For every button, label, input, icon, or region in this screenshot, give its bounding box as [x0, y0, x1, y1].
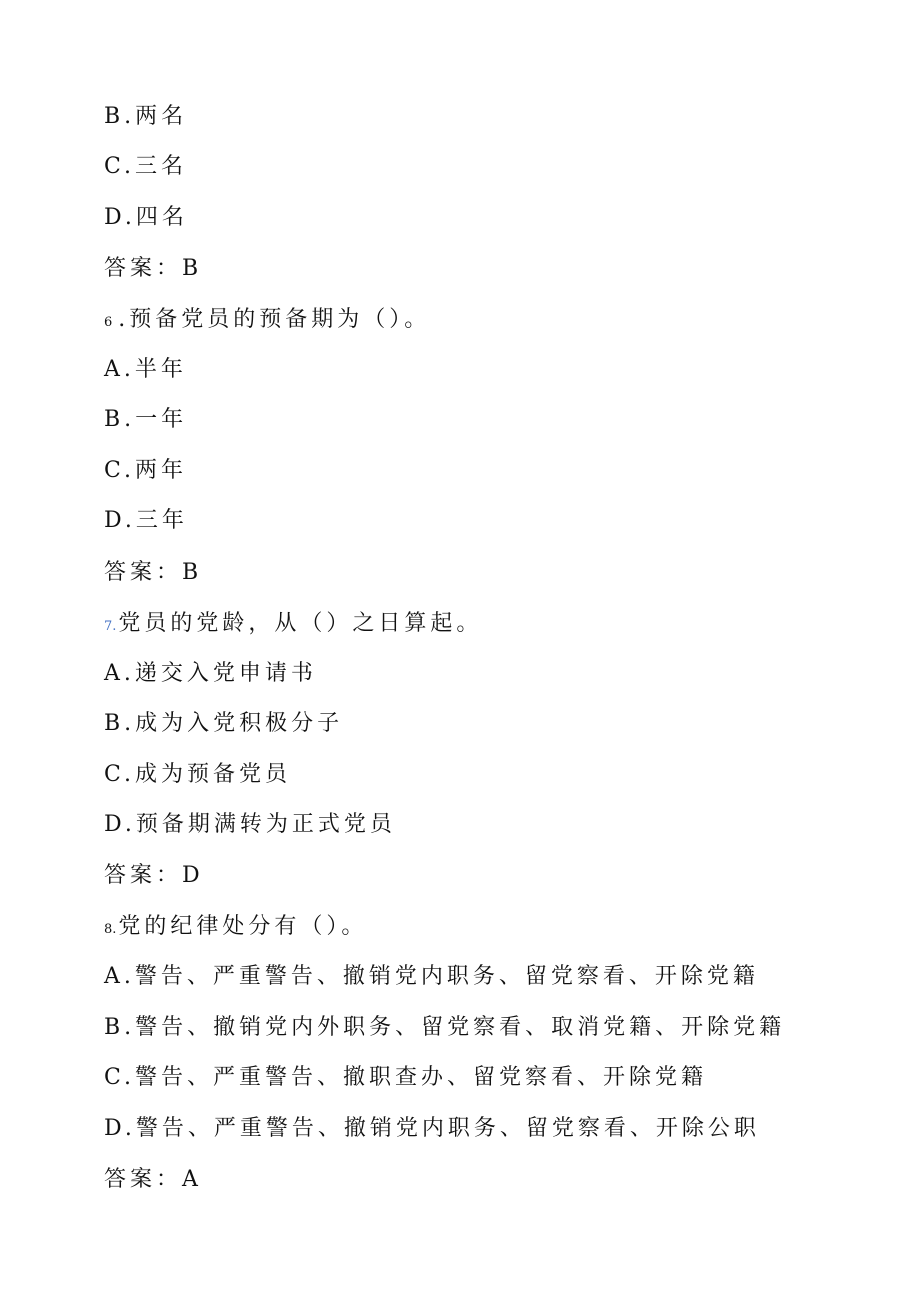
question-6-text: .预备党员的预备期为（）。 [118, 307, 431, 332]
question-8 [104, 912, 367, 945]
question-6 [104, 305, 430, 338]
option-b-q8: B.警告、撤销党内外职务、留党察看、取消党籍、开除党籍 [104, 1015, 786, 1040]
option-c-q5: C.三名 [104, 154, 188, 179]
option-b-q6: B.一年 [104, 407, 188, 432]
option-c-q6: C.两年 [104, 458, 188, 483]
option-c-q7: C.成为预备党员 [104, 762, 292, 787]
option-c-q8: C.警告、严重警告、撤职查办、留党察看、开除党籍 [104, 1065, 708, 1090]
option-b-q5: B.两名 [104, 104, 188, 129]
option-d-q8: D.警告、严重警告、撤销党内职务、留党察看、开除公职 [104, 1116, 760, 1141]
question-8-number: 8. [104, 922, 117, 937]
option-d-q5: D.四名 [104, 205, 188, 230]
option-a-q7: A.递交入党申请书 [104, 661, 317, 686]
question-7 [104, 609, 482, 642]
question-8-text: 党的纪律处分有（）。 [118, 914, 368, 939]
answer-q7: 答案：D [104, 863, 204, 888]
answer-q5: 答案：B [104, 256, 203, 281]
question-7-number: 7. [104, 619, 117, 634]
answer-q8: 答案：A [104, 1167, 202, 1192]
option-b-q7: B.成为入党积极分子 [104, 711, 344, 736]
question-6-number: 6 [104, 315, 113, 330]
answer-q6: 答案：B [104, 560, 203, 585]
option-a-q8: A.警告、严重警告、撤销党内职务、留党察看、开除党籍 [104, 964, 759, 989]
option-d-q6: D.三年 [104, 508, 188, 533]
option-a-q6: A.半年 [104, 357, 187, 382]
question-7-text: 党员的党龄，从（）之日算起。 [118, 611, 483, 636]
option-d-q7: D.预备期满转为正式党员 [104, 812, 396, 837]
